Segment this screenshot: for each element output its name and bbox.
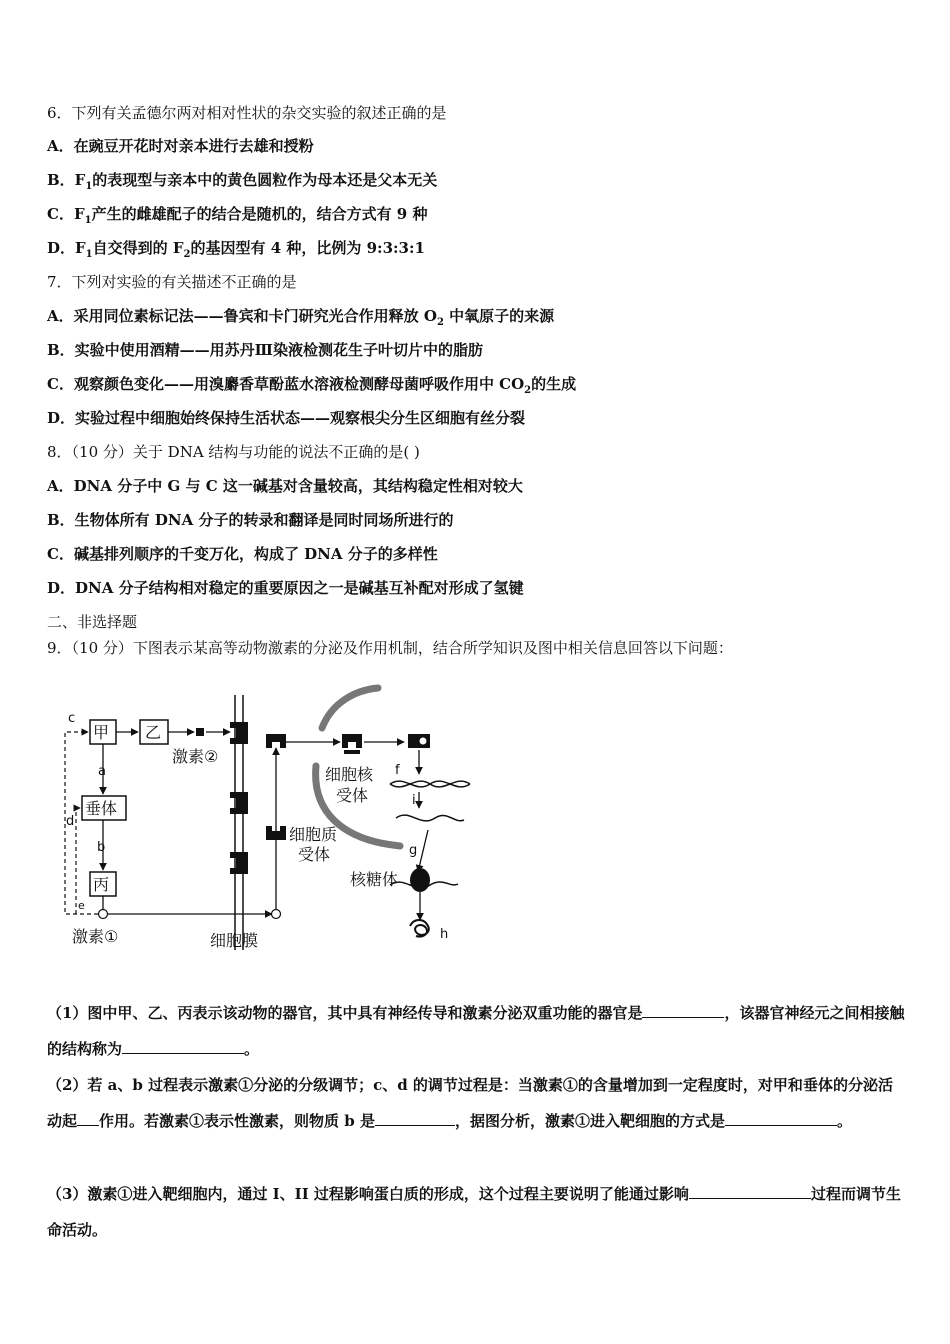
q9-part1: （1）图中甲、乙、丙表示该动物的器官，其中具有神经传导和激素分泌双重功能的器官是 ，该器官神经元之间相接触的结构称为 。 (47, 1004, 905, 1058)
q7-option-a: A．采用同位素标记法——鲁宾和卡门研究光合作用释放 $O_2$ 中氧原子的来源 (47, 307, 555, 328)
blank-1[interactable] (642, 1002, 724, 1018)
q6-option-b: B．$F_1$的表现型与亲本中的黄色圆粒作为母本还是父本无关 (47, 171, 438, 192)
blank-6[interactable] (689, 1183, 811, 1199)
membrane-receptor-3 (230, 852, 248, 874)
label-hormone1: 激素① (72, 927, 119, 946)
label-f: f (395, 763, 400, 778)
q7-option-b: B．实验中使用酒精——用苏丹Ⅲ染液检测花生子叶切片中的脂肪 (47, 341, 483, 359)
label-nuc-receptor-2: 受体 (336, 786, 369, 805)
membrane-receptor-2 (230, 792, 248, 814)
q9-stem: 9．（10 分）下图表示某高等动物激素的分泌及作用机制，结合所学知识及图中相关信息回答以下问题： (47, 639, 733, 657)
label-membrane: 细胞膜 (210, 931, 259, 950)
q9-part3: （3）激素①进入靶细胞内，通过 I、II 过程影响蛋白质的形成，这个过程主要说明了能通过影响 过程而调节生命活动。 (47, 1185, 901, 1239)
hormone-mechanism-diagram (60, 680, 500, 960)
label-cyto-receptor-2: 受体 (298, 845, 331, 864)
blank-4[interactable] (375, 1110, 455, 1126)
label-ribosome: 核糖体 (350, 870, 399, 889)
hormone1-dot (99, 910, 108, 919)
label-g: g (409, 843, 418, 858)
label-e: e (78, 899, 85, 912)
hormone1-in-cell (272, 910, 281, 919)
label-c: c (68, 711, 76, 726)
protein-coil (410, 920, 429, 937)
nuclear-receptor-1 (342, 734, 362, 748)
membrane-receptor-1 (230, 722, 248, 744)
label-b: b (97, 840, 106, 855)
ribosome (410, 868, 430, 892)
q6-stem: 6．下列有关孟德尔两对相对性状的杂交实验的叙述正确的是 (47, 104, 447, 122)
section-heading: 二、非选择题 (47, 613, 138, 631)
q8-stem: 8．（10 分）关于 DNA 结构与功能的说法不正确的是( ) (47, 443, 420, 461)
complex-hormone (419, 737, 427, 745)
label-h: h (440, 927, 449, 942)
q8-option-a: A．DNA 分子中 G 与 C 这一碱基对含量较高，其结构稳定性相对较大 (47, 477, 523, 495)
mrna-strand (396, 815, 464, 821)
q8-option-c: C．碱基排列顺序的千变万化，构成了 DNA 分子的多样性 (47, 545, 438, 563)
q6-option-a: A．在豌豆开花时对亲本进行去雄和授粉 (47, 137, 314, 155)
blank-5[interactable] (725, 1110, 837, 1126)
hormone2-dot (196, 728, 204, 736)
blank-2[interactable] (122, 1038, 244, 1054)
label-bing: 丙 (93, 875, 110, 894)
label-d: d (66, 814, 75, 829)
nuclear-envelope-upper (322, 688, 378, 728)
label-yi: 乙 (145, 723, 162, 742)
label-chuiti: 垂体 (85, 799, 118, 818)
arrow-g (418, 830, 428, 872)
label-nuc-receptor-1: 细胞核 (325, 765, 374, 784)
q7-option-c: C．观察颜色变化——用溴麝香草酚蓝水溶液检测酵母菌呼吸作用中 $CO_2$的生成 (47, 375, 577, 396)
cytoplasm-receptor-top (266, 734, 286, 748)
q7-stem: 7．下列对实验的有关描述不正确的是 (47, 273, 297, 291)
q9-part2: （2）若 a、b 过程表示激素①分泌的分级调节；c、d 的调节过程是：当激素①的含量增加到一定程度时，对甲和垂体的分泌活动起 作用。若激素①表示性激素，则物质 b 是 ，据图分析，激素①进入靶细胞的方式是 。 (47, 1076, 893, 1130)
q7-option-d: D．实验过程中细胞始终保持生活状态——观察根尖分生区细胞有丝分裂 (47, 409, 526, 427)
label-i: i (412, 793, 416, 808)
label-a: a (98, 764, 106, 779)
q8-option-b: B．生物体所有 DNA 分子的转录和翻译是同时同场所进行的 (47, 511, 454, 529)
label-cyto-receptor-1: 细胞质 (289, 825, 338, 844)
label-jia: 甲 (93, 723, 110, 742)
nuclear-receptor-1-base (344, 750, 360, 754)
q6-option-c: C．$F_1$产生的雌雄配子的结合是随机的，结合方式有 9 种 (47, 205, 428, 226)
blank-3[interactable] (77, 1110, 99, 1126)
q6-option-d: D．$F_1$自交得到的 $F_2$的基因型有 4 种，比例为 9:3:3:1 (47, 239, 425, 260)
q8-option-d: D．DNA 分子结构相对稳定的重要原因之一是碱基互补配对形成了氢键 (47, 579, 524, 597)
label-hormone2: 激素② (172, 747, 219, 766)
